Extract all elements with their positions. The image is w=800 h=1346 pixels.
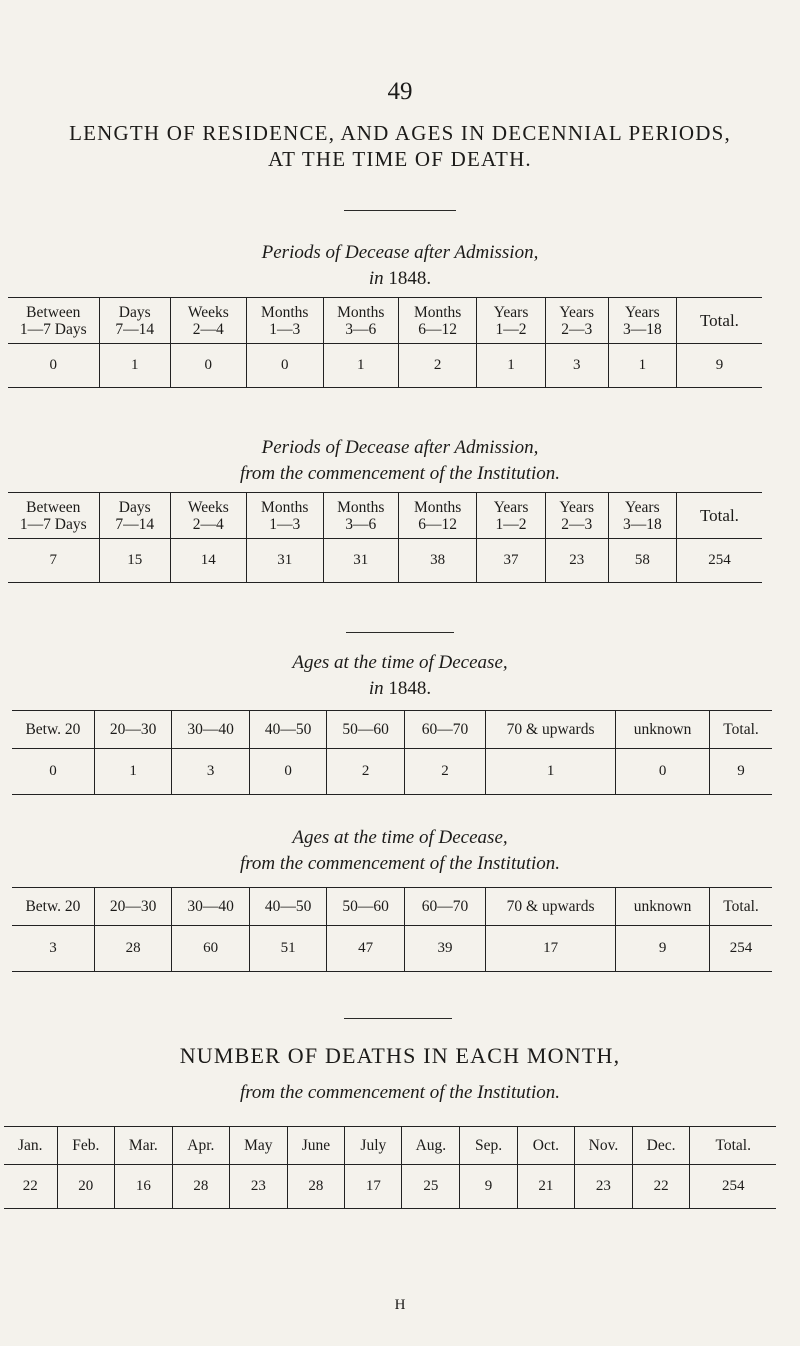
- table2-value-1: 15: [99, 539, 170, 583]
- table3-value-0: 0: [12, 749, 94, 795]
- table4-header-8: Total.: [710, 888, 772, 926]
- table3-header-1: 20—30: [94, 711, 172, 749]
- table1-header-3-line-2: 1—3: [269, 320, 301, 338]
- main-title-line-2: AT THE TIME OF DEATH.: [268, 147, 532, 171]
- table4-value-5: 39: [404, 926, 485, 972]
- table1-header-row: [8, 298, 762, 344]
- table2-header-6: [477, 493, 545, 539]
- table3-caption-year: 1848.: [388, 678, 432, 699]
- table1-header-1-line-2: 7—14: [115, 320, 155, 338]
- table1-header-0-line-1: Between: [26, 303, 81, 321]
- table3-header-4: 50—60: [327, 711, 405, 749]
- table4-header-6: 70 & upwards: [486, 888, 616, 926]
- table2-header-5-line-2: 6—12: [418, 515, 458, 533]
- table-ages-commencement: [12, 887, 772, 972]
- table4-header-7: unknown: [616, 888, 710, 926]
- months_section-header-8: Sep.: [460, 1127, 517, 1165]
- table3-caption-prefix: in: [368, 678, 384, 699]
- table1-header-5: [398, 298, 477, 344]
- months_section-header-11: Dec.: [632, 1127, 690, 1165]
- months_section-value-6: 17: [345, 1165, 402, 1209]
- table2-header-4: [323, 493, 398, 539]
- table4-value-0: 3: [12, 926, 94, 972]
- months_section-header-2: Mar.: [115, 1127, 173, 1165]
- months_section-value-9: 21: [517, 1165, 574, 1209]
- table1-header-3: [246, 298, 323, 344]
- table2-header-1-line-1: Days: [118, 498, 151, 516]
- table2-header-3-line-1: Months: [261, 498, 309, 516]
- table1-header-4: [323, 298, 398, 344]
- table3-value-6: 1: [486, 749, 616, 795]
- table1-value-0: 0: [8, 344, 99, 388]
- table1-value-3: 0: [246, 344, 323, 388]
- table-ages-1848: [12, 710, 772, 795]
- table2-header-4-line-1: Months: [337, 498, 385, 516]
- table4-header-row: [12, 888, 772, 926]
- table1-header-8-line-2: 3—18: [622, 320, 662, 338]
- main-title-line-1: LENGTH OF RESIDENCE, AND AGES IN DECENNIAL PERIODS,: [69, 121, 731, 145]
- table3-header-8: Total.: [710, 711, 772, 749]
- table1-header-5-line-1: Months: [413, 303, 462, 321]
- divider-rule: [344, 210, 456, 211]
- table3-header-row: [12, 711, 772, 749]
- table2-caption-line-2: from the commencement of the Institution.: [239, 463, 561, 484]
- table-residence-commencement: [8, 492, 762, 583]
- table2-header-0-line-2: 1—7 Days: [19, 515, 87, 533]
- months-header-row: [4, 1127, 776, 1165]
- months_section-value-11: 22: [632, 1165, 690, 1209]
- table1-header-4-line-2: 3—6: [345, 320, 377, 338]
- table3-header-6: 70 & upwards: [486, 711, 616, 749]
- table4-header-5: 60—70: [404, 888, 485, 926]
- table2-header-6-line-2: 1—2: [495, 515, 527, 533]
- table3-value-3: 0: [249, 749, 327, 795]
- months_section-value-10: 23: [575, 1165, 633, 1209]
- months_section-value-4: 23: [230, 1165, 288, 1209]
- table2-header-8: [608, 493, 676, 539]
- table2-value-8: 58: [608, 539, 676, 583]
- table2-header-0: [8, 493, 99, 539]
- table1-header-1: [99, 298, 170, 344]
- table2-header-7-line-1: Years: [559, 498, 594, 516]
- table2-value-7: 23: [545, 539, 608, 583]
- months_section-header-6: July: [345, 1127, 402, 1165]
- table2-value-2: 14: [170, 539, 246, 583]
- table1-header-6-line-2: 1—2: [495, 320, 527, 338]
- table-residence-1848: [8, 297, 762, 388]
- table2-header-1-line-2: 7—14: [115, 515, 155, 533]
- table4-header-2: 30—40: [172, 888, 250, 926]
- table4-value-3: 51: [249, 926, 327, 972]
- table2-header-2-line-2: 2—4: [192, 515, 224, 533]
- table1-caption-line-2: [0, 267, 800, 291]
- table1-header-1-line-1: Days: [118, 303, 151, 321]
- table2-value-9: 254: [676, 539, 762, 583]
- table2-value-3: 31: [246, 539, 323, 583]
- table1-value-9: 9: [676, 344, 762, 388]
- table1-header-9: [676, 298, 762, 344]
- table2-header-2: [170, 493, 246, 539]
- table1-value-4: 1: [323, 344, 398, 388]
- months_section-header-0: Jan.: [18, 1137, 43, 1154]
- table2-value-0: 7: [8, 539, 99, 583]
- table1-value-7: 3: [545, 344, 608, 388]
- months_section-header-12: Total.: [690, 1127, 776, 1165]
- table2-header-5-line-1: Months: [413, 498, 462, 516]
- table3-value-1: 1: [94, 749, 172, 795]
- table1-value-2: 0: [170, 344, 246, 388]
- table2-value-6: 37: [477, 539, 545, 583]
- table2-value-4: 31: [323, 539, 398, 583]
- months_section-value-8: 9: [460, 1165, 517, 1209]
- table2-header-6-line-1: Years: [493, 498, 529, 516]
- table2-header-0-line-1: Between: [26, 498, 81, 516]
- table1-header-3-line-1: Months: [261, 303, 309, 321]
- table1-header-2-line-2: 2—4: [192, 320, 224, 338]
- table3-header-0: Betw. 20: [25, 721, 81, 738]
- divider-rule: [344, 1018, 452, 1019]
- table3-value-2: 3: [172, 749, 250, 795]
- table2-header-5: [398, 493, 477, 539]
- table3-caption-line-1: Ages at the time of Decease,: [292, 652, 508, 673]
- table1-caption-line-1: Periods of Decease after Admission,: [261, 242, 539, 263]
- table4-header-0: Betw. 20: [25, 898, 81, 915]
- table4-value-6: 17: [486, 926, 616, 972]
- table3-value-row: [12, 749, 772, 795]
- table2-header-2-line-1: Weeks: [187, 498, 229, 516]
- table4-value-4: 47: [327, 926, 405, 972]
- months-subtitle: from the commencement of the Institution.: [239, 1082, 561, 1103]
- table4-header-4: 50—60: [327, 888, 405, 926]
- table1-header-8: [608, 298, 676, 344]
- table4-value-7: 9: [616, 926, 710, 972]
- table2-value-row: [8, 539, 762, 583]
- table2-header-3-line-2: 1—3: [269, 515, 301, 533]
- table3-value-4: 2: [327, 749, 405, 795]
- table1-header-0-line-2: 1—7 Days: [19, 320, 87, 338]
- table1-caption-year: 1848.: [388, 268, 432, 289]
- months_section-value-3: 28: [172, 1165, 229, 1209]
- table3-value-8: 9: [710, 749, 772, 795]
- months_section-value-5: 28: [287, 1165, 345, 1209]
- table4-value-row: [12, 926, 772, 972]
- months_section-value-2: 16: [115, 1165, 173, 1209]
- table1-value-1: 1: [99, 344, 170, 388]
- table1-header-6-line-1: Years: [493, 303, 529, 321]
- table3-header-7: unknown: [616, 711, 710, 749]
- table1-header-5-line-2: 6—12: [418, 320, 458, 338]
- table2-caption-line-1: Periods of Decease after Admission,: [261, 437, 539, 458]
- table1-header-7-line-2: 2—3: [561, 320, 593, 338]
- table2-header-7-line-2: 2—3: [561, 515, 593, 533]
- table3-header-3: 40—50: [249, 711, 327, 749]
- months_section-header-1: Feb.: [57, 1127, 114, 1165]
- table3-header-5: 60—70: [404, 711, 485, 749]
- table2-header-8-line-2: 3—18: [622, 515, 662, 533]
- months-title: NUMBER OF DEATHS IN EACH MONTH,: [179, 1043, 621, 1068]
- table1-header-8-line-1: Years: [625, 303, 660, 321]
- table2-header-7: [545, 493, 608, 539]
- table3-header-2: 30—40: [172, 711, 250, 749]
- divider-rule: [346, 632, 454, 633]
- signature-mark: H: [394, 1297, 406, 1313]
- table1-value-6: 1: [477, 344, 545, 388]
- table4-value-8: 254: [710, 926, 772, 972]
- table1-header-2-line-1: Weeks: [187, 303, 229, 321]
- page-number: 49: [387, 78, 413, 105]
- months_section-value-7: 25: [402, 1165, 460, 1209]
- table4-header-1: 20—30: [94, 888, 172, 926]
- table1-value-8: 1: [608, 344, 676, 388]
- table1-header-7-line-1: Years: [559, 303, 594, 321]
- months_section-value-1: 20: [57, 1165, 114, 1209]
- table1-value-5: 2: [398, 344, 477, 388]
- table4-caption-line-2: from the commencement of the Institution.: [239, 853, 561, 874]
- table2-header-9-line-1: Total.: [699, 506, 739, 525]
- table3-value-7: 0: [616, 749, 710, 795]
- table2-header-row: [8, 493, 762, 539]
- months_section-header-3: Apr.: [172, 1127, 229, 1165]
- table1-header-4-line-1: Months: [337, 303, 385, 321]
- months_section-value-0: 22: [4, 1165, 57, 1209]
- months_section-header-10: Nov.: [575, 1127, 633, 1165]
- table2-header-9: [676, 493, 762, 539]
- months_section-value-12: 254: [690, 1165, 776, 1209]
- table2-value-5: 38: [398, 539, 477, 583]
- table1-header-0: [8, 298, 99, 344]
- table4-value-2: 60: [172, 926, 250, 972]
- table1-value-row: [8, 344, 762, 388]
- table1-header-7: [545, 298, 608, 344]
- table-deaths-by-month: [4, 1126, 776, 1209]
- months_section-header-4: May: [230, 1127, 288, 1165]
- table1-header-6: [477, 298, 545, 344]
- table3-value-5: 2: [404, 749, 485, 795]
- table3-caption-line-2: [0, 677, 800, 701]
- months_section-header-9: Oct.: [517, 1127, 574, 1165]
- months_section-header-5: June: [287, 1127, 345, 1165]
- table1-header-2: [170, 298, 246, 344]
- months-value-row: [4, 1165, 776, 1209]
- table2-header-4-line-2: 3—6: [345, 515, 377, 533]
- months_section-header-7: Aug.: [402, 1127, 460, 1165]
- table4-header-3: 40—50: [249, 888, 327, 926]
- table1-header-9-line-1: Total.: [699, 311, 739, 330]
- table4-caption-line-1: Ages at the time of Decease,: [292, 827, 508, 848]
- table4-value-1: 28: [94, 926, 172, 972]
- table2-header-1: [99, 493, 170, 539]
- table1-caption-prefix: in: [368, 268, 384, 289]
- table2-header-8-line-1: Years: [625, 498, 660, 516]
- table2-header-3: [246, 493, 323, 539]
